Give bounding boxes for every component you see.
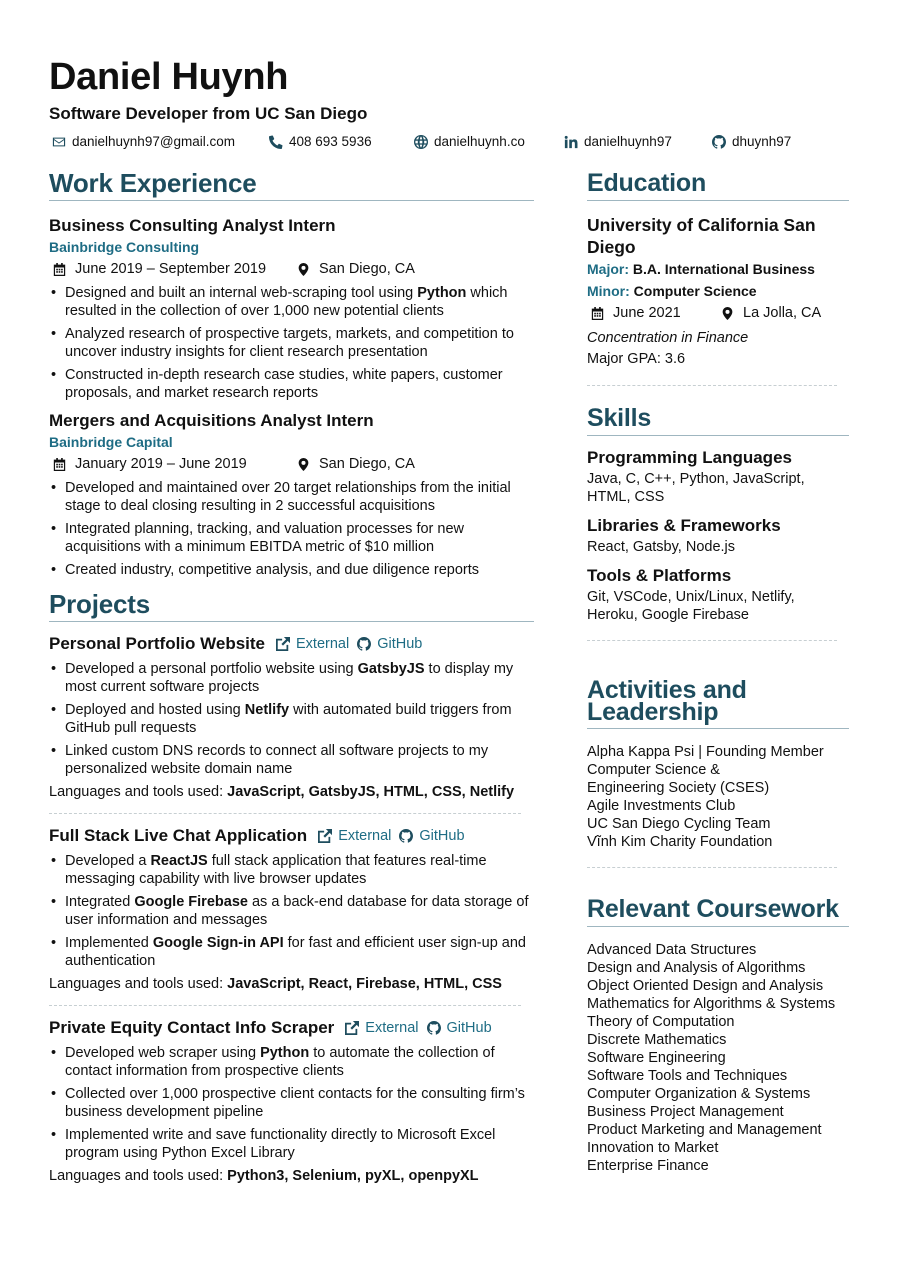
project-header [49, 633, 534, 655]
bullet-list [49, 852, 534, 970]
github-icon [399, 829, 413, 843]
education-heading: Education [587, 168, 849, 201]
course-item: Software Engineering [587, 1050, 726, 1066]
bullet-keyword: GatsbyJS [357, 661, 425, 677]
activity-item: Alpha Kappa Psi | Founding Member [587, 744, 824, 760]
job-title: Mergers and Acquisitions Analyst Intern [49, 411, 374, 430]
github-icon [427, 1021, 441, 1035]
bullet-text: for fast and efficient user sign-up and authentication [65, 935, 526, 969]
bullet-item [49, 561, 534, 579]
project-list [49, 633, 534, 1186]
job-entry [49, 410, 534, 579]
contact-bar [49, 133, 869, 151]
bullet-keyword: ReactJS [150, 853, 208, 869]
external-link-icon [318, 829, 332, 843]
bullet-item [49, 479, 534, 515]
bullet-item [49, 284, 534, 320]
calendar-icon [53, 263, 66, 276]
external-link[interactable] [318, 828, 391, 844]
bullet-item [49, 520, 534, 556]
section-divider [49, 813, 521, 814]
resume-header [49, 54, 869, 151]
right-column [587, 168, 849, 1175]
coursework-list [587, 941, 849, 1175]
job-entry [49, 215, 534, 402]
external-link-label: External [296, 636, 350, 652]
external-link-label: External [365, 1020, 419, 1036]
github-icon [712, 135, 726, 149]
company-name: Bainbridge Capital [49, 434, 173, 450]
github-link[interactable] [357, 636, 422, 652]
education-date [591, 302, 721, 324]
gpa: Major GPA: 3.6 [587, 351, 686, 367]
course-item: Discrete Mathematics [587, 1032, 727, 1048]
bullet-item [49, 701, 534, 737]
external-link-label: External [338, 828, 392, 844]
bullet-text: Created industry, competitive analysis, and due diligence reports [65, 562, 480, 578]
concentration: Concentration in Finance [587, 330, 749, 346]
calendar-icon [53, 458, 66, 471]
bullet-text: Implemented [65, 935, 153, 951]
bullet-keyword: Netlify [244, 702, 290, 718]
bullet-text: with automated build triggers from GitHub pull requests [65, 702, 512, 736]
bullet-item [49, 660, 534, 696]
school-name: University of California San Diego [587, 215, 816, 257]
candidate-name: Daniel Huynh [49, 56, 289, 98]
job-meta [49, 259, 534, 279]
contact-github-text: dhuynh97 [732, 134, 792, 149]
bullet-item [49, 893, 534, 929]
bullet-item [49, 1126, 534, 1162]
section-divider [49, 1005, 521, 1006]
bullet-text: Developed a [65, 853, 151, 869]
bullet-text: Linked custom DNS records to connect all software projects to my personalized website domain name [65, 743, 489, 777]
external-link-icon [345, 1021, 359, 1035]
bullet-list [49, 1044, 534, 1162]
education-location-text: La Jolla, CA [743, 305, 822, 321]
course-item: Business Project Management [587, 1104, 784, 1120]
skill-category: Programming Languages [587, 448, 792, 467]
company-name: Bainbridge Consulting [49, 239, 200, 255]
project-entry [49, 633, 534, 814]
course-item: Product Marketing and Management [587, 1122, 822, 1138]
bullet-item [49, 1044, 534, 1080]
bullet-list [49, 660, 534, 778]
course-item: Software Tools and Techniques [587, 1068, 788, 1084]
bullet-keyword: Python [260, 1045, 310, 1061]
course-item: Mathematics for Algorithms & Systems [587, 996, 836, 1012]
job-date [53, 454, 297, 474]
course-item: Innovation to Market [587, 1140, 719, 1156]
languages-label: Languages and tools used: [49, 1168, 228, 1184]
contact-linkedin[interactable] [564, 133, 712, 151]
external-link[interactable] [276, 636, 349, 652]
external-link[interactable] [345, 1020, 418, 1036]
bullet-text: Integrated planning, tracking, and valuation processes for new acquisitions with a minimum EBITDA metric of $10 million [65, 521, 464, 555]
minor-line [587, 280, 849, 302]
languages-used [49, 1167, 534, 1186]
bullet-item [49, 366, 534, 402]
skill-values: Java, C, C++, Python, JavaScript, HTML, CSS [587, 471, 805, 505]
map-pin-icon [721, 307, 734, 320]
bullet-text: Designed and built an internal web-scraping tool using [65, 285, 418, 301]
languages-label: Languages and tools used: [49, 784, 228, 800]
github-link-label: GitHub [419, 828, 465, 844]
bullet-text: Constructed in-depth research case studies, white papers, customer proposals, and market research reports [65, 367, 503, 401]
project-title: Private Equity Contact Info Scraper [49, 1018, 335, 1037]
map-pin-icon [297, 458, 310, 471]
bullet-text: Developed web scraper using [65, 1045, 261, 1061]
course-item: Computer Organization & Systems [587, 1086, 811, 1102]
contact-website-text: danielhuynh.co [434, 134, 525, 149]
bullet-keyword: Python [417, 285, 467, 301]
calendar-icon [591, 307, 604, 320]
course-item: Design and Analysis of Algorithms [587, 960, 806, 976]
contact-linkedin-text: danielhuynh97 [584, 134, 672, 149]
skill-category: Tools & Platforms [587, 566, 732, 585]
projects-heading: Projects [49, 589, 534, 622]
envelope-icon [52, 135, 66, 149]
bullet-item [49, 852, 534, 888]
bullet-item [49, 934, 534, 970]
contact-website[interactable] [414, 133, 564, 151]
job-date-text: January 2019 – June 2019 [75, 456, 247, 472]
major-line [587, 258, 849, 280]
skills-list [587, 447, 849, 624]
minor-label: Minor: [587, 283, 634, 299]
job-meta [49, 454, 534, 474]
activities-list [587, 743, 849, 851]
contact-email-text: danielhuynh97@gmail.com [72, 134, 236, 149]
project-title: Full Stack Live Chat Application [49, 826, 308, 845]
bullet-text: Integrated [65, 894, 135, 910]
bullet-text: Implemented write and save functionality directly to Microsoft Excel program using Python Excel Library [65, 1127, 496, 1161]
external-link-icon [276, 637, 290, 651]
bullet-list [49, 479, 534, 579]
languages-value: Python3, Selenium, pyXL, openpyXL [227, 1168, 479, 1184]
job-location [297, 454, 415, 474]
activity-item: Agile Investments Club [587, 798, 736, 814]
bullet-text: Collected over 1,000 prospective client contacts for the consulting firm’s business development pipeline [65, 1086, 525, 1120]
bullet-text: which resulted in the collection of over 1,000 new potential clients [65, 285, 508, 319]
bullet-text: Analyzed research of prospective targets, markets, and competition to uncover industry insights for client research presentation [65, 326, 514, 360]
job-title: Business Consulting Analyst Intern [49, 216, 336, 235]
bullet-keyword: Google Firebase [134, 894, 248, 910]
bullet-text: Developed a personal portfolio website using [65, 661, 358, 677]
skills-heading: Skills [587, 403, 849, 436]
bullet-text: full stack application that features real-time messaging capability with live browser updates [65, 853, 487, 887]
section-divider [587, 640, 837, 641]
phone-icon [269, 135, 283, 149]
github-icon [357, 637, 371, 651]
languages-used [49, 975, 534, 994]
project-header [49, 825, 534, 847]
activity-item: UC San Diego Cycling Team [587, 816, 771, 832]
github-link-label: GitHub [446, 1020, 492, 1036]
map-pin-icon [297, 263, 310, 276]
linkedin-icon [564, 135, 578, 149]
github-link[interactable] [399, 828, 464, 844]
education-location [721, 302, 821, 324]
languages-label: Languages and tools used: [49, 976, 228, 992]
major-label: Major: [587, 261, 633, 277]
project-entry [49, 1017, 534, 1186]
contact-phone-text: 408 693 5936 [289, 134, 372, 149]
project-header [49, 1017, 534, 1039]
activities-heading: Activities and Leadership [587, 679, 849, 729]
left-column [49, 168, 534, 1186]
job-date-text: June 2019 – September 2019 [75, 261, 267, 277]
languages-used [49, 783, 534, 802]
bullet-text: as a back-end database for data storage of user information and messages [65, 894, 529, 928]
job-list [49, 215, 534, 579]
tagline: Software Developer from UC San Diego [49, 104, 368, 123]
course-item: Theory of Computation [587, 1014, 735, 1030]
github-link-label: GitHub [377, 636, 423, 652]
bullet-text: Deployed and hosted using [65, 702, 245, 718]
bullet-text: to display my most current software projects [65, 661, 514, 695]
bullet-item [49, 325, 534, 361]
job-location-text: San Diego, CA [319, 261, 415, 277]
major-value: B.A. International Business [632, 261, 815, 277]
globe-icon [414, 135, 428, 149]
education-meta [587, 302, 849, 324]
course-item: Enterprise Finance [587, 1158, 709, 1174]
contact-phone[interactable] [269, 133, 414, 151]
skill-category: Libraries & Frameworks [587, 516, 781, 535]
section-divider [587, 385, 837, 386]
work-experience-heading: Work Experience [49, 168, 534, 201]
project-entry [49, 825, 534, 1006]
coursework-heading: Relevant Coursework [587, 894, 849, 927]
graduation-date: June 2021 [613, 305, 681, 321]
bullet-list [49, 284, 534, 402]
contact-email[interactable] [49, 133, 269, 151]
languages-value: JavaScript, React, Firebase, HTML, CSS [227, 976, 502, 992]
activity-item: Computer Science & [587, 762, 720, 778]
activity-item: Engineering Society (CSES) [587, 780, 770, 796]
bullet-keyword: Google Sign-in API [152, 935, 284, 951]
github-link[interactable] [427, 1020, 492, 1036]
skill-values: React, Gatsby, Node.js [587, 539, 736, 555]
bullet-text: to automate the collection of contact information from prospective clients [65, 1045, 495, 1079]
languages-value: JavaScript, GatsbyJS, HTML, CSS, Netlify [227, 784, 515, 800]
job-date [53, 259, 297, 279]
minor-value: Computer Science [633, 283, 757, 299]
project-title: Personal Portfolio Website [49, 634, 266, 653]
course-item: Object Oriented Design and Analysis [587, 978, 824, 994]
skill-values: Git, VSCode, Unix/Linux, Netlify, Heroku, Google Firebase [587, 589, 795, 623]
activity-item: Vĩnh Kim Charity Foundation [587, 834, 773, 850]
bullet-item [49, 1085, 534, 1121]
contact-github[interactable] [712, 133, 791, 151]
bullet-text: Developed and maintained over 20 target relationships from the initial stage to deal closing resulting in 2 successful acquisitions [65, 480, 511, 514]
job-location-text: San Diego, CA [319, 456, 415, 472]
section-divider [587, 867, 837, 868]
bullet-item [49, 742, 534, 778]
job-location [297, 259, 415, 279]
course-item: Advanced Data Structures [587, 942, 757, 958]
